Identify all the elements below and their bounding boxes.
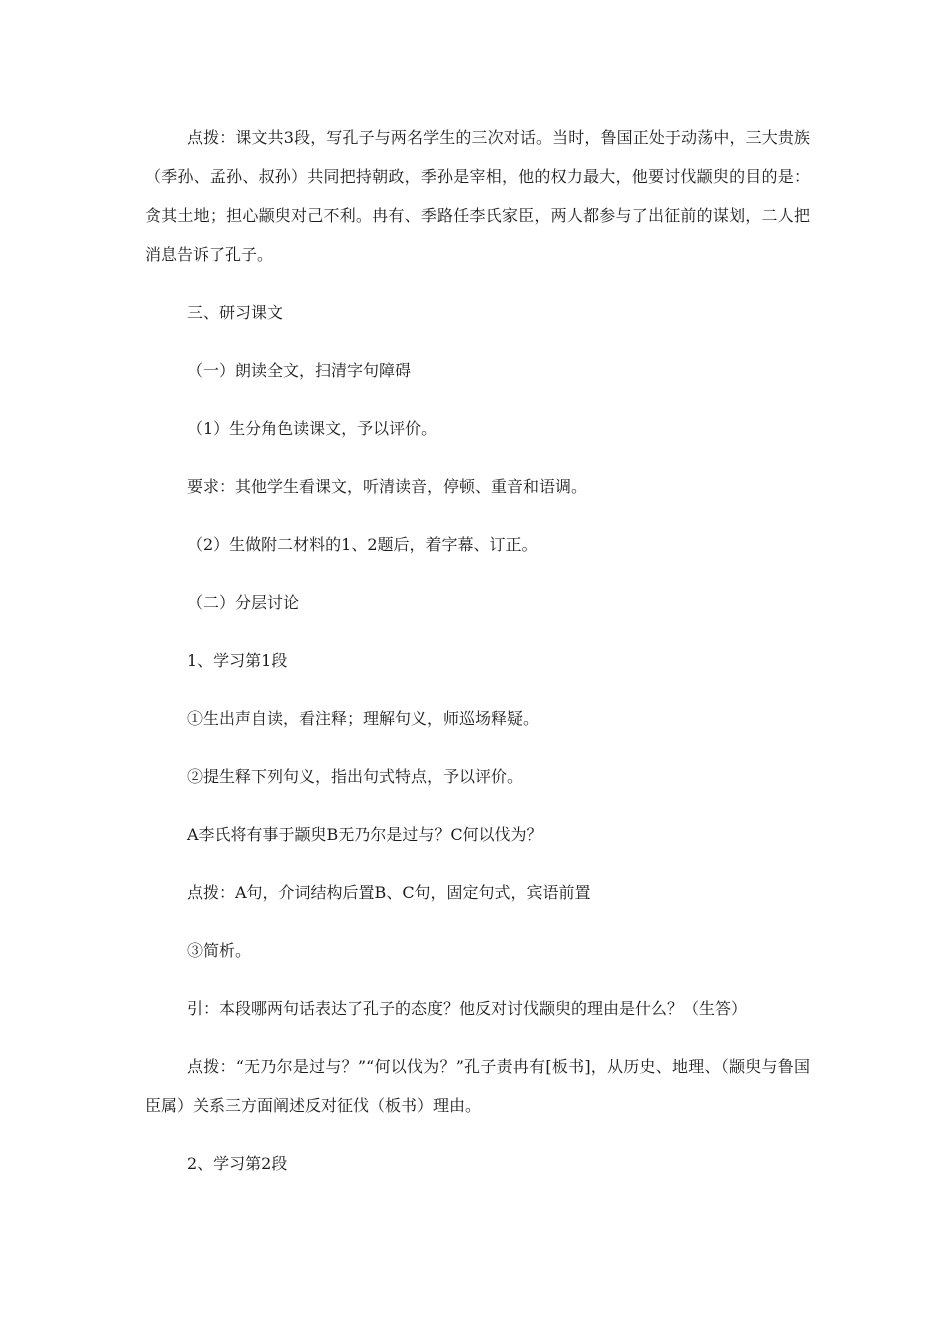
step-item-brief-analysis: ③简析。 (187, 941, 252, 960)
list-item-role-reading: （1）生分角色读课文，予以评价。 (187, 419, 438, 438)
subsection-heading-read-aloud: （一）朗读全文，扫清字句障碍 (187, 361, 412, 380)
paragraph-prompt-question: 引：本段哪两句话表达了孔子的态度？他反对讨伐颛臾的理由是什么？（生答） (187, 999, 748, 1018)
example-sentences: A李氏将有事于颛臾B无乃尔是过与？C何以伐为？ (187, 825, 543, 844)
step-heading-paragraph-2: 2、学习第2段 (187, 1154, 288, 1173)
paragraph-guidance-intro: 点拨：课文共3段，写孔子与两名学生的三次对话。当时，鲁国正处于动荡中，三大贵族（季孙、孟孙、叔孙）共同把持朝政，季孙是宰相，他的权力最大，他要讨伐颛臾的目的是：贪其土地；担心颛臾对己不利。冉有、季路任李氏家臣，两人都参与了出征前的谋划，二人把消息告诉了孔子。 (145, 128, 810, 264)
paragraph-guidance-syntax: 点拨：A句，介词结构后置B、C句，固定句式，宾语前置 (187, 883, 591, 902)
step-item-self-read: ①生出声自读，看注释；理解句义，师巡场释疑。 (187, 709, 540, 728)
step-item-explain-sentences: ②提生释下列句义，指出句式特点，予以评价。 (187, 767, 524, 786)
subsection-heading-discussion: （二）分层讨论 (187, 593, 300, 612)
section-heading-study-text: 三、研习课文 (187, 303, 284, 322)
paragraph-guidance-reasons: 点拨：“无乃尔是过与？”“何以伐为？”孔子责冉有[板书]，从历史、地理、（颛臾与鲁国臣属）关系三方面阐述反对征伐（板书）理由。 (145, 1057, 810, 1115)
list-item-exercise: （2）生做附二材料的1、2题后，着字幕、订正。 (187, 535, 538, 554)
step-heading-paragraph-1: 1、学习第1段 (187, 651, 288, 670)
document-body (145, 118, 810, 1202)
paragraph-requirement: 要求：其他学生看课文，听清读音，停顿、重音和语调。 (187, 477, 588, 496)
